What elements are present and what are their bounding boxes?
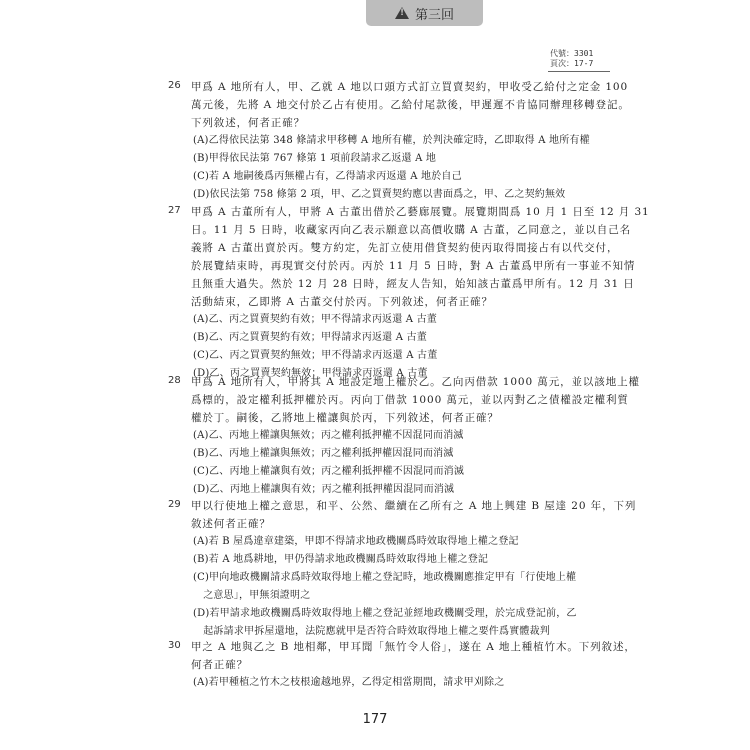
question-stem-line: 義將 A 古董出賣於丙。雙方約定，先訂立使用借貸契約使丙取得間接占有以代交付， — [191, 242, 619, 254]
answer-option-c: (C)乙、丙地上權讓與有效；丙之權利抵押權不因混同而消滅 — [193, 466, 465, 477]
question-number: 28 — [168, 375, 181, 386]
answer-option-b: (B)乙、丙之買賣契約有效；甲得請求丙返還 A 古董 — [193, 332, 427, 343]
chapter-tab — [366, 0, 483, 26]
warning-icon — [395, 7, 409, 19]
question-stem-line: 萬元後，先將 A 地交付於乙占有使用。乙給付尾款後，甲遲遲不肯協同辦理移轉登記。 — [191, 99, 630, 111]
question-stem-line: 甲爲 A 古董所有人，甲將 A 古董出借於乙藝廊展覽。展覽期間爲 10 月 1 日至 12 月 31 — [191, 206, 650, 218]
question-body — [191, 78, 630, 204]
answer-option-c: (C)乙、丙之買賣契約無效；甲不得請求丙返還 A 古董 — [193, 350, 438, 361]
question-stem-line: 權於丁。嗣後，乙將地上權讓與於丙，下列敘述，何者正確？ — [191, 412, 499, 424]
answer-option-a: (A)乙、丙地上權讓與無效；丙之權利抵押權不因混同而消滅 — [193, 430, 464, 441]
question-stem-line: 且無重大過失。然於 12 月 28 日時，經友人告知，始知該古董爲甲所有。12 月 31 日 — [191, 278, 635, 290]
exam-code: 代號：3301 — [550, 49, 594, 58]
answer-option-d: (D)乙、丙地上權讓與有效；丙之權利抵押權因混同而消滅 — [193, 484, 455, 495]
question-number: 27 — [168, 205, 181, 216]
answer-option-d: (D)若甲請求地政機關爲時效取得地上權之登記並經地政機關受理，於完成登記前，乙 — [193, 608, 577, 619]
question-stem-line: 於展覽結束時，再現實交付於丙。丙於 11 月 5 日時，對 A 古董爲甲所有一事並不知情 — [191, 260, 636, 272]
answer-option-d-continued: 起訴請求甲拆屋還地，法院應就甲是否符合時效取得地上權之要件爲實體裁判 — [193, 626, 550, 637]
question-stem-line: 甲以行使地上權之意思，和平、公然、繼續在乙所有之 A 地上興建 B 屋達 20 年，下列 — [191, 500, 637, 512]
question-stem-line: 活動結束，乙即將 A 古董交付於丙。下列敘述，何者正確？ — [191, 296, 493, 308]
answer-option-a: (A)若甲種植之竹木之枝根逾越地界，乙得定相當期間，請求甲刈除之 — [193, 677, 505, 688]
question-body — [191, 373, 640, 499]
question-number: 26 — [168, 80, 181, 91]
question-stem-line: 敘述何者正確？ — [191, 518, 271, 530]
answer-option-d: (D)依民法第 758 條第 2 項，甲、乙之買賣契約應以書面爲之，甲、乙之契約無效 — [193, 189, 566, 200]
question-stem-line: 下列敘述，何者正確？ — [191, 117, 305, 129]
exam-page-count: 頁次：17-7 — [550, 59, 594, 68]
question-stem-line: 甲之 A 地與乙之 B 地相鄰，甲耳聞「無竹令人俗」，遂在 A 地上種植竹木。下列敘述， — [191, 641, 636, 653]
question-stem-line: 爲標的，設定權利抵押權於丙。丙向丁借款 1000 萬元，並以丙對乙之債權設定權利質 — [191, 394, 629, 406]
chapter-tab-label: 第三回 — [414, 7, 454, 23]
answer-option-c: (C)甲向地政機關請求爲時效取得地上權之登記時，地政機關應推定甲有「行使地上權 — [193, 572, 577, 583]
answer-option-d: (D)乙、丙之買賣契約無效；甲得請求丙返還 A 古董 — [193, 368, 428, 379]
answer-option-b: (B)甲得依民法第 767 條第 1 項前段請求乙返還 A 地 — [193, 153, 437, 164]
question-body — [191, 638, 636, 692]
question-stem-line: 何者正確？ — [191, 659, 248, 671]
page-number: 177 — [362, 712, 388, 727]
answer-option-b: (B)若 A 地爲耕地，甲仍得請求地政機關爲時效取得地上權之登記 — [193, 554, 489, 565]
question-number: 30 — [168, 640, 181, 651]
question-stem-line: 甲爲 A 地所有人，甲將其 A 地設定地上權於乙。乙向丙借款 1000 萬元，並以該地上權 — [191, 376, 640, 388]
answer-option-a: (A)乙、丙之買賣契約有效；甲不得請求丙返還 A 古董 — [193, 314, 438, 325]
question-body — [191, 497, 637, 641]
question-body — [191, 203, 650, 383]
question-number: 29 — [168, 499, 181, 510]
header-rule — [548, 71, 610, 72]
exam-code-box — [550, 49, 602, 69]
question-stem-line: 甲爲 A 地所有人，甲、乙就 A 地以口頭方式訂立買賣契約，甲收受乙給付之定金 100 — [191, 81, 629, 93]
answer-option-a: (A)乙得依民法第 348 條請求甲移轉 A 地所有權，於判決確定時，乙即取得 A 地所有權 — [193, 135, 590, 146]
answer-option-b: (B)乙、丙地上權讓與無效；丙之權利抵押權因混同而消滅 — [193, 448, 454, 459]
question-stem-line: 日。11 月 5 日時，收藏家丙向乙表示願意以高價收購 A 古董，乙同意之，並以自己名 — [191, 224, 632, 236]
answer-option-c-continued: 之意思」，甲無須證明之 — [193, 590, 311, 601]
answer-option-c: (C)若 A 地嗣後爲丙無權占有，乙得請求丙返還 A 地於自己 — [193, 171, 462, 182]
answer-option-a: (A)若 B 屋爲違章建築，甲即不得請求地政機關爲時效取得地上權之登記 — [193, 536, 519, 547]
